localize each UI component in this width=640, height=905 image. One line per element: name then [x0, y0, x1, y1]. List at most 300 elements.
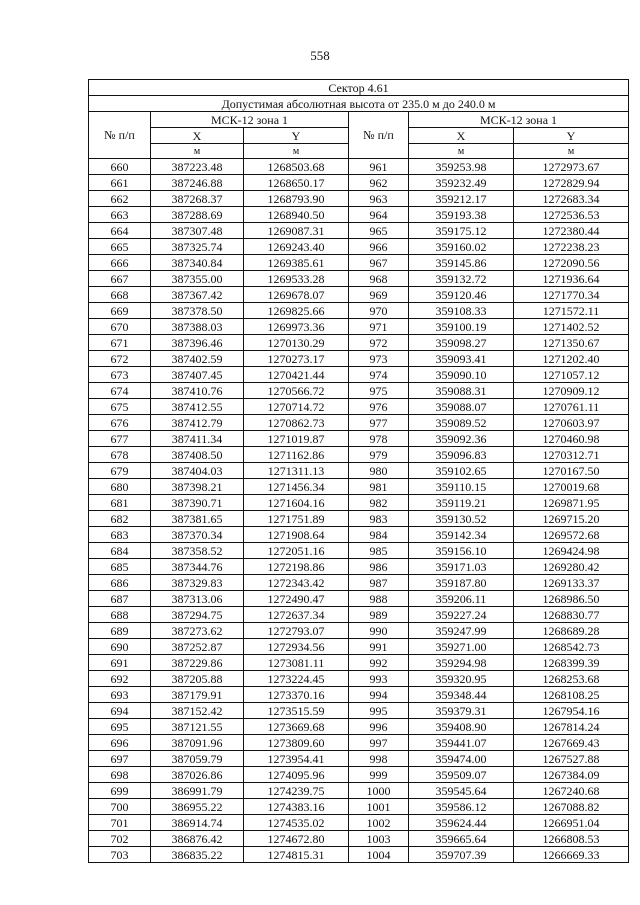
y-value-right: 1272090.56	[514, 255, 629, 271]
x-value-right: 359102.65	[409, 463, 514, 479]
point-number-right: 999	[349, 767, 409, 783]
point-number-right: 978	[349, 431, 409, 447]
y-value-left: 1271456.34	[244, 479, 349, 495]
y-value-right: 1270167.50	[514, 463, 629, 479]
y-value-left: 1272051.16	[244, 543, 349, 559]
point-number-left: 687	[89, 591, 151, 607]
y-value-left: 1269243.40	[244, 239, 349, 255]
point-number-left: 672	[89, 351, 151, 367]
y-value-right: 1268399.39	[514, 655, 629, 671]
x-value-right: 359294.98	[409, 655, 514, 671]
table-row	[89, 479, 629, 495]
table-row	[89, 367, 629, 383]
y-value-left: 1273954.41	[244, 751, 349, 767]
y-value-left: 1272793.07	[244, 623, 349, 639]
coordinates-table	[88, 79, 629, 863]
point-number-right: 963	[349, 191, 409, 207]
x-value-left: 387367.42	[151, 287, 244, 303]
point-number-left: 685	[89, 559, 151, 575]
x-value-left: 387307.48	[151, 223, 244, 239]
x-value-left: 387268.37	[151, 191, 244, 207]
point-number-left: 662	[89, 191, 151, 207]
point-number-right: 970	[349, 303, 409, 319]
unit-x-left: м	[151, 144, 244, 159]
x-value-right: 359624.44	[409, 815, 514, 831]
y-value-left: 1273809.60	[244, 735, 349, 751]
point-number-left: 695	[89, 719, 151, 735]
x-value-right: 359379.31	[409, 703, 514, 719]
table-row	[89, 719, 629, 735]
point-number-right: 980	[349, 463, 409, 479]
x-value-right: 359160.02	[409, 239, 514, 255]
point-number-right: 983	[349, 511, 409, 527]
height-range-caption: Допустимая абсолютная высота от 235.0 м до 240.0 м	[89, 96, 629, 112]
y-value-left: 1270273.17	[244, 351, 349, 367]
x-value-left: 387411.34	[151, 431, 244, 447]
x-value-right: 359253.98	[409, 159, 514, 175]
point-number-left: 690	[89, 639, 151, 655]
point-number-left: 688	[89, 607, 151, 623]
zone-header-right: МСК-12 зона 1	[409, 112, 629, 128]
y-value-right: 1271572.11	[514, 303, 629, 319]
point-number-left: 693	[89, 687, 151, 703]
x-value-right: 359247.99	[409, 623, 514, 639]
y-value-left: 1268793.90	[244, 191, 349, 207]
x-value-left: 387355.00	[151, 271, 244, 287]
x-value-left: 387398.21	[151, 479, 244, 495]
x-value-right: 359171.03	[409, 559, 514, 575]
y-value-left: 1272490.47	[244, 591, 349, 607]
x-value-left: 387404.03	[151, 463, 244, 479]
point-number-right: 1002	[349, 815, 409, 831]
y-value-left: 1273515.59	[244, 703, 349, 719]
point-number-right: 961	[349, 159, 409, 175]
table-row	[89, 735, 629, 751]
point-number-left: 681	[89, 495, 151, 511]
x-value-left: 387410.76	[151, 383, 244, 399]
x-value-right: 359088.07	[409, 399, 514, 415]
x-value-left: 387229.86	[151, 655, 244, 671]
point-number-left: 664	[89, 223, 151, 239]
table-row	[89, 191, 629, 207]
column-header-x-right: X	[409, 128, 514, 144]
table-row	[89, 319, 629, 335]
table-row	[89, 415, 629, 431]
point-number-right: 985	[349, 543, 409, 559]
x-value-left: 387273.62	[151, 623, 244, 639]
x-value-left: 387152.42	[151, 703, 244, 719]
point-number-left: 670	[89, 319, 151, 335]
point-number-left: 675	[89, 399, 151, 415]
x-value-right: 359408.90	[409, 719, 514, 735]
point-number-right: 964	[349, 207, 409, 223]
y-value-left: 1271162.86	[244, 447, 349, 463]
point-number-left: 697	[89, 751, 151, 767]
point-number-left: 698	[89, 767, 151, 783]
point-number-right: 991	[349, 639, 409, 655]
point-number-right: 972	[349, 335, 409, 351]
y-value-left: 1268650.17	[244, 175, 349, 191]
x-value-left: 387205.88	[151, 671, 244, 687]
point-number-left: 689	[89, 623, 151, 639]
x-value-right: 359665.64	[409, 831, 514, 847]
y-value-right: 1269133.37	[514, 575, 629, 591]
y-value-left: 1273370.16	[244, 687, 349, 703]
y-value-left: 1274535.02	[244, 815, 349, 831]
x-value-left: 387381.65	[151, 511, 244, 527]
y-value-right: 1270312.71	[514, 447, 629, 463]
y-value-right: 1268108.25	[514, 687, 629, 703]
unit-x-right: м	[409, 144, 514, 159]
y-value-right: 1268830.77	[514, 607, 629, 623]
point-number-right: 987	[349, 575, 409, 591]
point-number-right: 1000	[349, 783, 409, 799]
unit-y-right: м	[514, 144, 629, 159]
point-number-right: 981	[349, 479, 409, 495]
y-value-left: 1268940.50	[244, 207, 349, 223]
y-value-right: 1271350.67	[514, 335, 629, 351]
x-value-right: 359232.49	[409, 175, 514, 191]
table-row	[89, 831, 629, 847]
y-value-right: 1268689.28	[514, 623, 629, 639]
table-row	[89, 639, 629, 655]
point-number-right: 998	[349, 751, 409, 767]
y-value-right: 1272683.34	[514, 191, 629, 207]
y-value-right: 1269715.20	[514, 511, 629, 527]
point-number-left: 678	[89, 447, 151, 463]
point-number-left: 686	[89, 575, 151, 591]
point-number-right: 986	[349, 559, 409, 575]
table-row	[89, 159, 629, 175]
zone-header-left: МСК-12 зона 1	[151, 112, 349, 128]
x-value-left: 387407.45	[151, 367, 244, 383]
point-number-right: 982	[349, 495, 409, 511]
column-header-y-left: Y	[244, 128, 349, 144]
y-value-left: 1269678.07	[244, 287, 349, 303]
point-number-right: 968	[349, 271, 409, 287]
y-value-right: 1272380.44	[514, 223, 629, 239]
point-number-left: 702	[89, 831, 151, 847]
x-value-left: 387402.59	[151, 351, 244, 367]
y-value-left: 1271751.89	[244, 511, 349, 527]
point-number-right: 977	[349, 415, 409, 431]
y-value-right: 1272536.53	[514, 207, 629, 223]
x-value-left: 387252.87	[151, 639, 244, 655]
x-value-left: 387121.55	[151, 719, 244, 735]
x-value-right: 359227.24	[409, 607, 514, 623]
y-value-right: 1267527.88	[514, 751, 629, 767]
point-number-left: 666	[89, 255, 151, 271]
point-number-left: 682	[89, 511, 151, 527]
point-number-left: 676	[89, 415, 151, 431]
x-value-right: 359096.83	[409, 447, 514, 463]
point-number-right: 995	[349, 703, 409, 719]
y-value-left: 1274383.16	[244, 799, 349, 815]
y-value-left: 1271604.16	[244, 495, 349, 511]
point-number-right: 1004	[349, 847, 409, 863]
x-value-right: 359545.64	[409, 783, 514, 799]
point-number-right: 967	[349, 255, 409, 271]
table-row	[89, 767, 629, 783]
point-number-left: 673	[89, 367, 151, 383]
x-value-left: 387370.34	[151, 527, 244, 543]
point-number-right: 969	[349, 287, 409, 303]
y-value-left: 1270421.44	[244, 367, 349, 383]
point-number-left: 692	[89, 671, 151, 687]
x-value-right: 359586.12	[409, 799, 514, 815]
point-number-left: 665	[89, 239, 151, 255]
x-value-right: 359193.38	[409, 207, 514, 223]
unit-y-left: м	[244, 144, 349, 159]
y-value-right: 1267088.82	[514, 799, 629, 815]
point-number-left: 691	[89, 655, 151, 671]
point-number-right: 975	[349, 383, 409, 399]
table-row	[89, 447, 629, 463]
x-value-left: 387294.75	[151, 607, 244, 623]
x-value-left: 386955.22	[151, 799, 244, 815]
point-number-left: 696	[89, 735, 151, 751]
y-value-right: 1270909.12	[514, 383, 629, 399]
y-value-right: 1272829.94	[514, 175, 629, 191]
y-value-right: 1272973.67	[514, 159, 629, 175]
point-number-right: 979	[349, 447, 409, 463]
y-value-left: 1274095.96	[244, 767, 349, 783]
point-number-right: 989	[349, 607, 409, 623]
point-number-left: 661	[89, 175, 151, 191]
point-number-left: 684	[89, 543, 151, 559]
x-value-right: 359120.46	[409, 287, 514, 303]
table-row	[89, 495, 629, 511]
x-value-left: 387223.48	[151, 159, 244, 175]
x-value-right: 359110.15	[409, 479, 514, 495]
y-value-right: 1267384.09	[514, 767, 629, 783]
y-value-right: 1271057.12	[514, 367, 629, 383]
x-value-left: 387344.76	[151, 559, 244, 575]
x-value-right: 359156.10	[409, 543, 514, 559]
y-value-left: 1268503.68	[244, 159, 349, 175]
point-number-right: 984	[349, 527, 409, 543]
y-value-left: 1274239.75	[244, 783, 349, 799]
y-value-left: 1274815.31	[244, 847, 349, 863]
y-value-right: 1270761.11	[514, 399, 629, 415]
x-value-left: 386835.22	[151, 847, 244, 863]
point-number-left: 660	[89, 159, 151, 175]
table-row	[89, 687, 629, 703]
table-row	[89, 607, 629, 623]
x-value-left: 387390.71	[151, 495, 244, 511]
table-row	[89, 783, 629, 799]
point-number-left: 671	[89, 335, 151, 351]
table-row	[89, 511, 629, 527]
table-row	[89, 287, 629, 303]
point-number-right: 992	[349, 655, 409, 671]
y-value-right: 1271402.52	[514, 319, 629, 335]
point-number-left: 703	[89, 847, 151, 863]
point-number-right: 971	[349, 319, 409, 335]
y-value-left: 1273081.11	[244, 655, 349, 671]
x-value-right: 359348.44	[409, 687, 514, 703]
y-value-right: 1268542.73	[514, 639, 629, 655]
point-number-left: 699	[89, 783, 151, 799]
table-row	[89, 815, 629, 831]
point-number-left: 674	[89, 383, 151, 399]
x-value-right: 359090.10	[409, 367, 514, 383]
x-value-left: 387340.84	[151, 255, 244, 271]
table-row	[89, 575, 629, 591]
x-value-right: 359212.17	[409, 191, 514, 207]
point-number-right: 996	[349, 719, 409, 735]
point-number-left: 677	[89, 431, 151, 447]
y-value-left: 1272198.86	[244, 559, 349, 575]
point-number-left: 700	[89, 799, 151, 815]
x-value-left: 387091.96	[151, 735, 244, 751]
point-number-left: 701	[89, 815, 151, 831]
x-value-right: 359474.00	[409, 751, 514, 767]
y-value-left: 1270714.72	[244, 399, 349, 415]
point-number-left: 668	[89, 287, 151, 303]
y-value-right: 1268253.68	[514, 671, 629, 687]
point-number-left: 669	[89, 303, 151, 319]
x-value-right: 359108.33	[409, 303, 514, 319]
x-value-left: 387179.91	[151, 687, 244, 703]
y-value-right: 1267954.16	[514, 703, 629, 719]
y-value-left: 1273224.45	[244, 671, 349, 687]
x-value-left: 386991.79	[151, 783, 244, 799]
table-row	[89, 847, 629, 863]
x-value-left: 387358.52	[151, 543, 244, 559]
point-number-right: 993	[349, 671, 409, 687]
point-number-right: 974	[349, 367, 409, 383]
x-value-right: 359089.52	[409, 415, 514, 431]
column-header-number-right: № п/п	[349, 112, 409, 159]
table-row	[89, 527, 629, 543]
point-number-left: 663	[89, 207, 151, 223]
y-value-left: 1271908.64	[244, 527, 349, 543]
table-row	[89, 351, 629, 367]
x-value-left: 387329.83	[151, 575, 244, 591]
x-value-right: 359098.27	[409, 335, 514, 351]
y-value-right: 1270603.97	[514, 415, 629, 431]
y-value-right: 1271202.40	[514, 351, 629, 367]
x-value-right: 359100.19	[409, 319, 514, 335]
y-value-left: 1269385.61	[244, 255, 349, 271]
x-value-left: 387288.69	[151, 207, 244, 223]
table-row	[89, 335, 629, 351]
column-header-x-left: X	[151, 128, 244, 144]
y-value-right: 1269871.95	[514, 495, 629, 511]
x-value-left: 387388.03	[151, 319, 244, 335]
point-number-right: 962	[349, 175, 409, 191]
table-row	[89, 543, 629, 559]
point-number-right: 1001	[349, 799, 409, 815]
y-value-right: 1267814.24	[514, 719, 629, 735]
table-row	[89, 271, 629, 287]
table-row	[89, 623, 629, 639]
y-value-left: 1272637.34	[244, 607, 349, 623]
y-value-right: 1272238.23	[514, 239, 629, 255]
table-row	[89, 751, 629, 767]
point-number-right: 966	[349, 239, 409, 255]
x-value-right: 359145.86	[409, 255, 514, 271]
point-number-left: 694	[89, 703, 151, 719]
y-value-left: 1274672.80	[244, 831, 349, 847]
point-number-right: 976	[349, 399, 409, 415]
table-row	[89, 255, 629, 271]
y-value-left: 1272343.42	[244, 575, 349, 591]
y-value-right: 1269280.42	[514, 559, 629, 575]
x-value-left: 387026.86	[151, 767, 244, 783]
x-value-right: 359509.07	[409, 767, 514, 783]
x-value-left: 387325.74	[151, 239, 244, 255]
table-row	[89, 671, 629, 687]
point-number-right: 988	[349, 591, 409, 607]
table-row	[89, 399, 629, 415]
x-value-left: 386914.74	[151, 815, 244, 831]
y-value-left: 1269973.36	[244, 319, 349, 335]
y-value-left: 1273669.68	[244, 719, 349, 735]
column-header-number-left: № п/п	[89, 112, 151, 159]
x-value-left: 387408.50	[151, 447, 244, 463]
x-value-right: 359132.72	[409, 271, 514, 287]
y-value-left: 1270862.73	[244, 415, 349, 431]
table-row	[89, 799, 629, 815]
y-value-left: 1269533.28	[244, 271, 349, 287]
table-row	[89, 223, 629, 239]
table-row	[89, 559, 629, 575]
x-value-right: 359175.12	[409, 223, 514, 239]
y-value-left: 1272934.56	[244, 639, 349, 655]
column-header-y-right: Y	[514, 128, 629, 144]
table-row	[89, 703, 629, 719]
x-value-left: 386876.42	[151, 831, 244, 847]
point-number-right: 997	[349, 735, 409, 751]
table-row	[89, 175, 629, 191]
y-value-right: 1267669.43	[514, 735, 629, 751]
x-value-left: 387313.06	[151, 591, 244, 607]
point-number-right: 965	[349, 223, 409, 239]
x-value-right: 359092.36	[409, 431, 514, 447]
y-value-left: 1271019.87	[244, 431, 349, 447]
y-value-left: 1269087.31	[244, 223, 349, 239]
x-value-right: 359142.34	[409, 527, 514, 543]
table-row	[89, 239, 629, 255]
page-number: 558	[310, 48, 330, 63]
x-value-right: 359707.39	[409, 847, 514, 863]
x-value-right: 359441.07	[409, 735, 514, 751]
x-value-right: 359271.00	[409, 639, 514, 655]
y-value-left: 1270566.72	[244, 383, 349, 399]
y-value-right: 1270019.68	[514, 479, 629, 495]
x-value-right: 359320.95	[409, 671, 514, 687]
table-row	[89, 463, 629, 479]
y-value-right: 1267240.68	[514, 783, 629, 799]
y-value-right: 1269424.98	[514, 543, 629, 559]
y-value-left: 1269825.66	[244, 303, 349, 319]
point-number-right: 1003	[349, 831, 409, 847]
point-number-right: 994	[349, 687, 409, 703]
table-row	[89, 207, 629, 223]
y-value-right: 1266808.53	[514, 831, 629, 847]
x-value-left: 387378.50	[151, 303, 244, 319]
table-row	[89, 383, 629, 399]
x-value-right: 359088.31	[409, 383, 514, 399]
y-value-left: 1270130.29	[244, 335, 349, 351]
x-value-right: 359187.80	[409, 575, 514, 591]
point-number-right: 990	[349, 623, 409, 639]
y-value-right: 1266951.04	[514, 815, 629, 831]
point-number-right: 973	[349, 351, 409, 367]
y-value-right: 1271770.34	[514, 287, 629, 303]
